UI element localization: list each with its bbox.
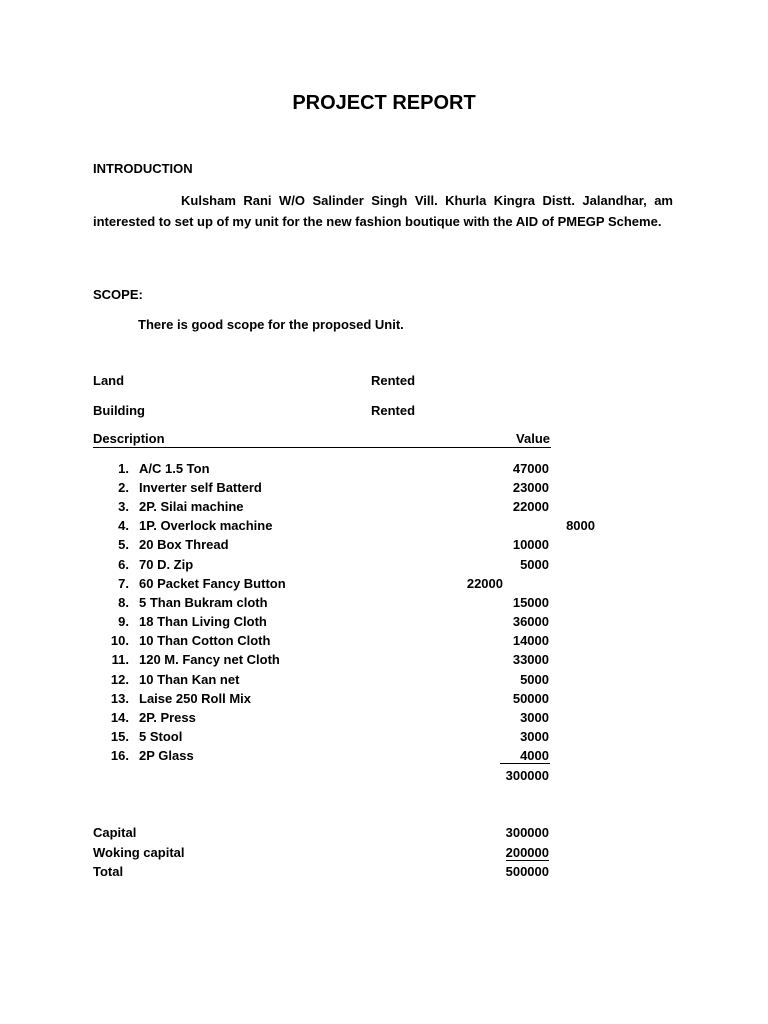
capital-label: Capital [93,825,137,840]
item-value: 36000 [512,614,549,629]
item-description: Inverter self Batterd [139,480,262,495]
item-value: 14000 [512,633,549,648]
item-value: 3000 [520,729,549,744]
total-label: Total [93,864,124,879]
item-value: 15000 [512,595,549,610]
table-header [93,431,551,448]
item-number: 10. [110,633,129,648]
item-value: 22000 [466,576,503,591]
working-capital-amount: 200000 [505,845,549,860]
item-value: 33000 [512,652,549,667]
item-number: 3. [118,499,129,514]
item-value: 5000 [520,672,549,687]
item-value: 5000 [520,557,549,572]
sum-divider [500,763,550,764]
list-item [93,576,493,591]
list-item [93,691,493,706]
list-item [93,672,493,687]
item-number: 4. [118,518,129,533]
item-number: 9. [118,614,129,629]
item-description: 10 Than Kan net [139,672,240,687]
item-description: Laise 250 Roll Mix [139,691,251,706]
list-item [93,748,493,763]
item-description: 2P Glass [139,748,194,763]
item-value: 3000 [520,710,549,725]
item-value: 22000 [512,499,549,514]
list-item [93,729,493,744]
list-item [93,499,493,514]
scope-text: There is good scope for the proposed Unit. [138,317,404,332]
working-capital-label: Woking capital [93,845,185,860]
list-item [93,652,493,667]
item-description: 5 Stool [139,729,183,744]
item-number: 13. [110,691,129,706]
list-item [93,518,493,533]
header-value: Value [516,431,550,446]
items-total: 300000 [505,768,549,783]
item-description: 120 M. Fancy net Cloth [139,652,280,667]
item-description: 2P. Silai machine [139,499,244,514]
item-number: 14. [110,710,129,725]
list-item [93,557,493,572]
item-description: 10 Than Cotton Cloth [139,633,271,648]
item-number: 8. [118,595,129,610]
list-item [93,595,493,610]
item-description: 70 D. Zip [139,557,194,572]
item-value: 10000 [512,537,549,552]
total-value: 500000 [505,864,549,879]
capital-value: 300000 [505,825,549,840]
item-number: 6. [118,557,129,572]
item-value: 4000 [520,748,549,763]
item-value: 23000 [512,480,549,495]
item-number: 5. [118,537,129,552]
introduction-text: Kulsham Rani W/O Salinder Singh Vill. Khurla Kingra Distt. Jalandhar, am interested to set up of my unit for the new fashion boutique with the AID of PMEGP Scheme. [93,193,673,229]
list-item [93,633,493,648]
item-value: 50000 [512,691,549,706]
item-description: 2P. Press [139,710,196,725]
list-item [93,461,493,476]
item-number: 11. [111,652,129,667]
item-number: 2. [118,480,129,495]
item-value: 8000 [566,518,595,533]
building-label: Building [93,403,145,418]
introduction-paragraph [93,190,673,232]
introduction-heading: INTRODUCTION [93,161,193,176]
list-item [93,480,493,495]
scope-heading: SCOPE: [93,287,143,302]
item-description: 18 Than Living Cloth [139,614,267,629]
page-title: PROJECT REPORT [292,92,476,114]
item-value: 47000 [512,461,549,476]
list-item [93,614,493,629]
item-description: 60 Packet Fancy Button [139,576,286,591]
item-number: 7. [118,576,129,591]
item-description: 5 Than Bukram cloth [139,595,268,610]
header-description: Description [93,431,165,446]
item-number: 15. [110,729,129,744]
working-capital-value [470,845,549,860]
item-description: A/C 1.5 Ton [139,461,210,476]
land-value: Rented [371,373,416,388]
building-value: Rented [371,403,416,418]
item-number: 12. [110,672,129,687]
land-label: Land [93,373,125,388]
list-item [93,710,493,725]
item-number: 16. [110,748,129,763]
item-number: 1. [118,461,129,476]
item-description: 1P. Overlock machine [139,518,273,533]
list-item [93,537,493,552]
item-description: 20 Box Thread [139,537,229,552]
